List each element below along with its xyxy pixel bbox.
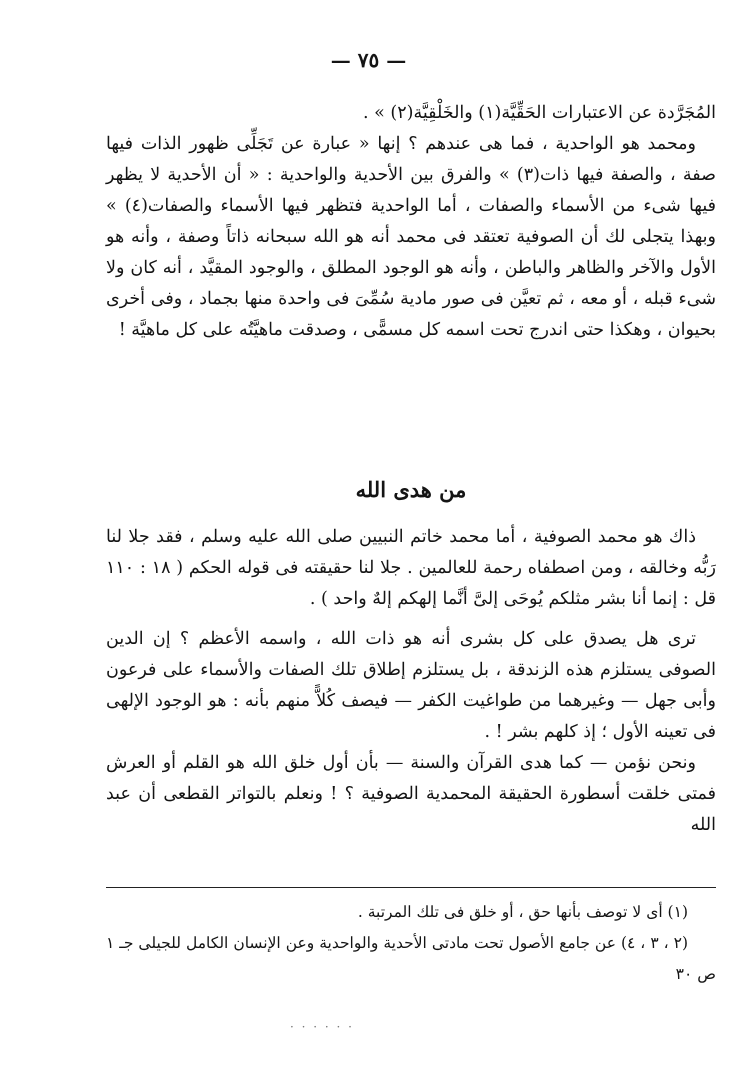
section-heading: من هدى الله <box>355 477 467 502</box>
paragraph-bottom-2: ترى هل يصدق على كل بشرى أنه هو ذات الله ، واسمه الأعظم ؟ إن الدين الصوفى يستلزم هذه الزندقة ، بل يستلزم إطلاق تلك الصفات والأسماء على فرعون وأبى جهل — وغيرهما من طواغيت الكفر — فيصف كُلاًّ منهم بأنه : هو الوجود الإلهى فى تعينه الأول ؛ إذ كلهم بشر ! . <box>106 629 716 742</box>
text-block-top <box>106 98 716 346</box>
paragraph-top-2: ومحمد هو الواحدية ، فما هى عندهم ؟ إنها « عبارة عن تَجَلِّى ظهور الذات فيها صفة ، والصفة فيها ذات(٣) » والفرق بين الأحدية والواحدية : « أن الأحدية لا يظهر فيها شىء من الأسماء والصفات ، أما الواحدية فتظهر فيها الأسماء والصفات(٤) » وبهذا يتجلى لك أن الصوفية تعتقد فى محمد أنه هو الله سبحانه ذاتاً وصفة ، وأنه هو الأول والآخر والظاهر والباطن ، وأنه هو الوجود المطلق ، والوجود المقيَّد ، أنه كان ولا شىء قبله ، أو معه ، ثم تعيَّن فى صور مادية سُمِّىَ فى واحدة منها بجماد ، وفى أخرى بحيوان ، وهكذا حتى اندرج تحت اسمه كل مسمًّى ، وصدقت ماهيَّتُه على كل ماهيَّة ! <box>106 134 716 340</box>
footnote-1: (١) أى لا توصف بأنها حق ، أو خلق فى تلك المرتبة . <box>357 903 688 921</box>
text-block-bottom <box>106 522 716 841</box>
footnote-2: (٢ ، ٣ ، ٤) عن جامع الأصول تحت مادتى الأحدية والواحدية وعن الإنسان الكامل للجيلى جـ ١ ص ٣٠ <box>106 934 716 983</box>
footnote-divider <box>106 887 716 888</box>
page-number: — ٧٥ — <box>330 48 407 72</box>
paragraph-bottom-1: ذاك هو محمد الصوفية ، أما محمد خاتم النبيين صلى الله عليه وسلم ، فقد جلا لنا رَبُّه وخالقه ، ومن اصطفاه رحمة للعالمين . جلا لنا حقيقته فى قوله الحكم ( ١٨ : ١١٠ قل : إنما أنا بشر مثلكم يُوحَى إلىَّ أنَّما إلهكم إلهٌ واحد ) . <box>106 527 716 609</box>
bottom-marks: · · · · · · <box>290 1020 354 1034</box>
footnotes <box>106 897 716 990</box>
paragraph-top-1: المُجَرَّدة عن الاعتبارات الحَقِّيَّة(١) والخَلْقِيَّة(٢) » . <box>363 103 716 123</box>
paragraph-bottom-3: ونحن نؤمن — كما هدى القرآن والسنة — بأن أول خلق الله هو القلم أو العرش فمتى خلقت أسطورة الحقيقة المحمدية الصوفية ؟ ! ونعلم بالتواتر القطعى أن عبد الله <box>106 753 716 835</box>
